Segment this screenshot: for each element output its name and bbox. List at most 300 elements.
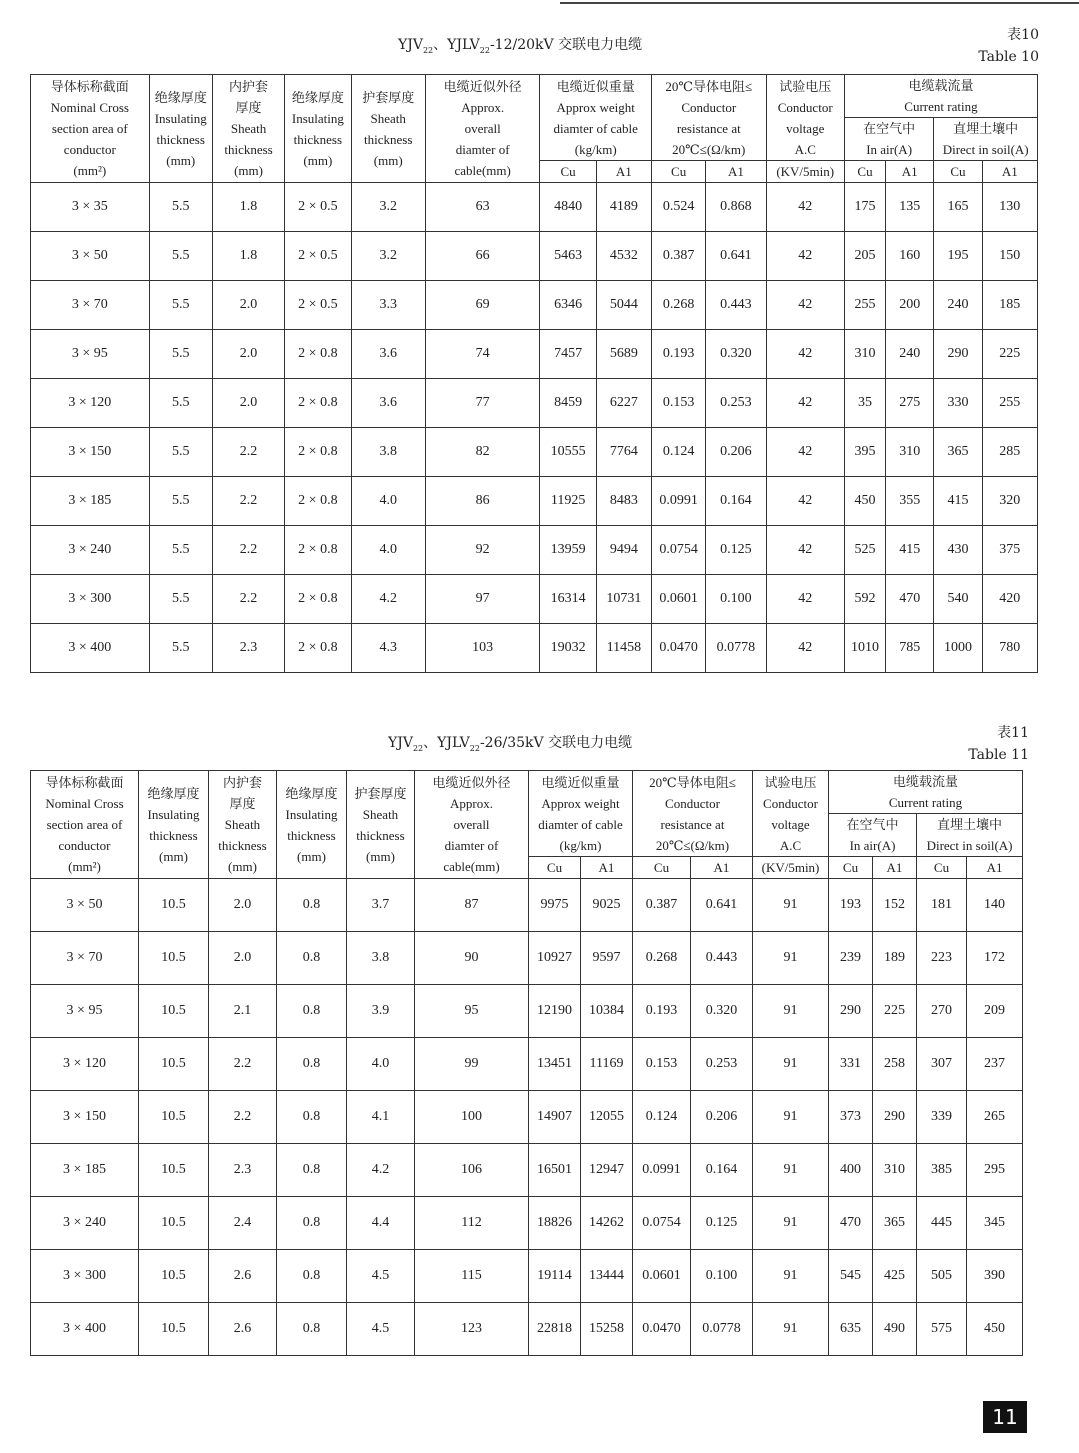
- table-cell: 0.164: [706, 477, 766, 526]
- subheader-al: A1: [581, 857, 633, 879]
- table-cell: 106: [415, 1144, 529, 1197]
- table-cell: 3 × 240: [31, 1197, 139, 1250]
- table-10: [30, 74, 1038, 673]
- subheader-al: A1: [886, 161, 934, 183]
- table-cell: 0.8: [277, 1038, 347, 1091]
- table-cell: 375: [982, 526, 1037, 575]
- table-cell: 10384: [581, 985, 633, 1038]
- subheader-voltage-unit: (KV/5min): [753, 857, 829, 879]
- table-cell: 69: [425, 281, 540, 330]
- table-cell: 3 × 35: [31, 183, 150, 232]
- table-cell: 2 × 0.8: [285, 624, 351, 673]
- table-cell: 3.6: [351, 330, 425, 379]
- table-row: [31, 232, 1038, 281]
- table-cell: 42: [766, 526, 844, 575]
- table-row: [31, 1250, 1023, 1303]
- table-cell: 86: [425, 477, 540, 526]
- table-cell: 11169: [581, 1038, 633, 1091]
- subheader-cu: Cu: [934, 161, 982, 183]
- table-cell: 14262: [581, 1197, 633, 1250]
- table-cell: 2.4: [209, 1197, 277, 1250]
- table-cell: 2 × 0.8: [285, 477, 351, 526]
- col-header-inner-sheath: 内护套 厚度 Sheath thickness (mm): [212, 75, 284, 183]
- table-row: [31, 985, 1023, 1038]
- table-11-number: 表11 Table 11: [968, 725, 1029, 763]
- table-cell: 395: [844, 428, 885, 477]
- table-cell: 4.3: [351, 624, 425, 673]
- table-cell: 400: [829, 1144, 873, 1197]
- table-cell: 2.3: [209, 1144, 277, 1197]
- table-cell: 175: [844, 183, 885, 232]
- table-cell: 16501: [529, 1144, 581, 1197]
- subheader-cu: Cu: [633, 857, 691, 879]
- table-cell: 339: [917, 1091, 967, 1144]
- table-cell: 2.2: [212, 428, 284, 477]
- subheader-al: A1: [873, 857, 917, 879]
- table-cell: 0.193: [651, 330, 705, 379]
- table-cell: 470: [829, 1197, 873, 1250]
- table-cell: 0.8: [277, 879, 347, 932]
- table-cell: 445: [917, 1197, 967, 1250]
- table-cell: 2 × 0.5: [285, 281, 351, 330]
- table-cell: 290: [829, 985, 873, 1038]
- table-row: [31, 281, 1038, 330]
- table-cell: 2.2: [209, 1091, 277, 1144]
- table-cell: 0.124: [633, 1091, 691, 1144]
- table-cell: 91: [753, 879, 829, 932]
- table-cell: 82: [425, 428, 540, 477]
- table-cell: 95: [415, 985, 529, 1038]
- table-cell: 2 × 0.8: [285, 330, 351, 379]
- table-cell: 10.5: [139, 1091, 209, 1144]
- table-cell: 4.2: [351, 575, 425, 624]
- table-cell: 0.0754: [633, 1197, 691, 1250]
- table-cell: 181: [917, 879, 967, 932]
- table-cell: 240: [886, 330, 934, 379]
- table-cell: 42: [766, 183, 844, 232]
- table-cell: 2.0: [212, 379, 284, 428]
- table-row: [31, 932, 1023, 985]
- col-header-insulating-thickness: 绝缘厚度 Insulating thickness (mm): [149, 75, 212, 183]
- table-row: [31, 1144, 1023, 1197]
- table-cell: 103: [425, 624, 540, 673]
- table-row: [31, 1038, 1023, 1091]
- table-cell: 42: [766, 330, 844, 379]
- col-header-in-air: 在空气中 In air(A): [829, 814, 917, 857]
- table-cell: 1.8: [212, 232, 284, 281]
- table-cell: 10.5: [139, 1197, 209, 1250]
- table-cell: 9975: [529, 879, 581, 932]
- table-cell: 0.125: [691, 1197, 753, 1250]
- table-cell: 490: [873, 1303, 917, 1356]
- table-row: [31, 183, 1038, 232]
- table-cell: 355: [886, 477, 934, 526]
- col-header-test-voltage: 试验电压 Conductor voltage A.C: [753, 771, 829, 857]
- table-cell: 237: [967, 1038, 1023, 1091]
- table-cell: 5463: [540, 232, 596, 281]
- table-cell: 420: [982, 575, 1037, 624]
- subheader-voltage-unit: (KV/5min): [766, 161, 844, 183]
- table-cell: 2.2: [212, 526, 284, 575]
- subheader-cu: Cu: [829, 857, 873, 879]
- table-row: [31, 330, 1038, 379]
- table-cell: 195: [934, 232, 982, 281]
- table-cell: 310: [844, 330, 885, 379]
- col-header-inner-sheath: 内护套 厚度 Sheath thickness (mm): [209, 771, 277, 879]
- table-cell: 10.5: [139, 932, 209, 985]
- subheader-al: A1: [596, 161, 651, 183]
- table-cell: 780: [982, 624, 1037, 673]
- table-cell: 390: [967, 1250, 1023, 1303]
- table-cell: 223: [917, 932, 967, 985]
- table-cell: 5.5: [149, 232, 212, 281]
- table-cell: 3 × 120: [31, 1038, 139, 1091]
- table-cell: 152: [873, 879, 917, 932]
- table-cell: 3 × 120: [31, 379, 150, 428]
- table-cell: 307: [917, 1038, 967, 1091]
- table-cell: 365: [873, 1197, 917, 1250]
- table-cell: 2 × 0.8: [285, 379, 351, 428]
- table-cell: 0.0470: [651, 624, 705, 673]
- table-cell: 16314: [540, 575, 596, 624]
- table-row: [31, 1091, 1023, 1144]
- subheader-cu: Cu: [651, 161, 705, 183]
- table-cell: 4840: [540, 183, 596, 232]
- table-cell: 91: [753, 1144, 829, 1197]
- table-cell: 112: [415, 1197, 529, 1250]
- table-cell: 540: [934, 575, 982, 624]
- table-cell: 3 × 400: [31, 1303, 139, 1356]
- table-cell: 4.5: [347, 1303, 415, 1356]
- table-cell: 320: [982, 477, 1037, 526]
- table-cell: 3 × 95: [31, 985, 139, 1038]
- table-cell: 160: [886, 232, 934, 281]
- table-cell: 0.0601: [633, 1250, 691, 1303]
- table-cell: 123: [415, 1303, 529, 1356]
- table-cell: 3 × 240: [31, 526, 150, 575]
- table-cell: 255: [982, 379, 1037, 428]
- table-cell: 4.0: [347, 1038, 415, 1091]
- table-cell: 2.0: [209, 932, 277, 985]
- table-cell: 92: [425, 526, 540, 575]
- table-cell: 415: [934, 477, 982, 526]
- table-cell: 3.8: [351, 428, 425, 477]
- table-cell: 385: [917, 1144, 967, 1197]
- table-cell: 42: [766, 281, 844, 330]
- table-cell: 1.8: [212, 183, 284, 232]
- table-cell: 0.8: [277, 932, 347, 985]
- table-cell: 0.100: [706, 575, 766, 624]
- col-header-overall-diameter: 电缆近似外径 Approx. overall diamter of cable(mm): [425, 75, 540, 183]
- table-row: [31, 1303, 1023, 1356]
- table-cell: 270: [917, 985, 967, 1038]
- table-cell: 5.5: [149, 183, 212, 232]
- table-cell: 10.5: [139, 1144, 209, 1197]
- table-cell: 42: [766, 575, 844, 624]
- table-11: [30, 770, 1023, 1356]
- col-header-in-soil: 直埋土壤中 Direct in soil(A): [934, 118, 1038, 161]
- table-cell: 470: [886, 575, 934, 624]
- table-11-body: [31, 879, 1023, 1356]
- table-cell: 63: [425, 183, 540, 232]
- table-cell: 4.1: [347, 1091, 415, 1144]
- table-cell: 91: [753, 1038, 829, 1091]
- table-cell: 14907: [529, 1091, 581, 1144]
- table-cell: 2.0: [212, 330, 284, 379]
- table-cell: 42: [766, 379, 844, 428]
- col-header-insulating-thickness-2: 绝缘厚度 Insulating thickness (mm): [277, 771, 347, 879]
- table-cell: 5.5: [149, 379, 212, 428]
- table-cell: 2 × 0.5: [285, 232, 351, 281]
- table-10-body: [31, 183, 1038, 673]
- table-cell: 10.5: [139, 1250, 209, 1303]
- table-cell: 373: [829, 1091, 873, 1144]
- table-row: [31, 1197, 1023, 1250]
- table-cell: 91: [753, 1091, 829, 1144]
- table-cell: 0.206: [706, 428, 766, 477]
- table-cell: 140: [967, 879, 1023, 932]
- table-cell: 2 × 0.8: [285, 575, 351, 624]
- table-cell: 4.0: [351, 526, 425, 575]
- table-cell: 2 × 0.5: [285, 183, 351, 232]
- table-cell: 575: [917, 1303, 967, 1356]
- table-cell: 5.5: [149, 281, 212, 330]
- table-cell: 0.8: [277, 985, 347, 1038]
- table-cell: 2.3: [212, 624, 284, 673]
- table-cell: 3.8: [347, 932, 415, 985]
- table-cell: 42: [766, 624, 844, 673]
- table-cell: 285: [982, 428, 1037, 477]
- table-cell: 0.153: [651, 379, 705, 428]
- table-cell: 5689: [596, 330, 651, 379]
- table-cell: 3.6: [351, 379, 425, 428]
- table-cell: 0.443: [706, 281, 766, 330]
- subheader-al: A1: [967, 857, 1023, 879]
- table-cell: 1000: [934, 624, 982, 673]
- table-cell: 10.5: [139, 985, 209, 1038]
- table-cell: 0.0778: [691, 1303, 753, 1356]
- table-cell: 225: [873, 985, 917, 1038]
- table-cell: 4532: [596, 232, 651, 281]
- table-cell: 7764: [596, 428, 651, 477]
- table-cell: 331: [829, 1038, 873, 1091]
- table-cell: 0.193: [633, 985, 691, 1038]
- table-cell: 11925: [540, 477, 596, 526]
- table-cell: 8459: [540, 379, 596, 428]
- table-cell: 5044: [596, 281, 651, 330]
- table-cell: 0.0991: [651, 477, 705, 526]
- table-cell: 4189: [596, 183, 651, 232]
- table-cell: 430: [934, 526, 982, 575]
- table-cell: 8483: [596, 477, 651, 526]
- table-cell: 0.868: [706, 183, 766, 232]
- table-cell: 295: [967, 1144, 1023, 1197]
- col-header-current-rating: 电缆载流量 Current rating: [829, 771, 1023, 814]
- table-cell: 4.2: [347, 1144, 415, 1197]
- table-11-title: $YJV_{22}$、$YJLV_{22}-26/35kV$ 交联电力电缆: [388, 735, 633, 753]
- table-cell: 3 × 50: [31, 232, 150, 281]
- table-cell: 0.125: [706, 526, 766, 575]
- table-cell: 0.387: [651, 232, 705, 281]
- table-cell: 10.5: [139, 879, 209, 932]
- table-cell: 9494: [596, 526, 651, 575]
- table-cell: 193: [829, 879, 873, 932]
- table-cell: 3.7: [347, 879, 415, 932]
- table-cell: 0.0601: [651, 575, 705, 624]
- table-cell: 785: [886, 624, 934, 673]
- table-cell: 5.5: [149, 575, 212, 624]
- table-cell: 5.5: [149, 428, 212, 477]
- table-cell: 130: [982, 183, 1037, 232]
- table-cell: 0.320: [706, 330, 766, 379]
- table-cell: 415: [886, 526, 934, 575]
- table-cell: 345: [967, 1197, 1023, 1250]
- table-cell: 3.2: [351, 232, 425, 281]
- table-cell: 18826: [529, 1197, 581, 1250]
- table-cell: 0.268: [651, 281, 705, 330]
- table-cell: 0.0754: [651, 526, 705, 575]
- table-cell: 0.0778: [706, 624, 766, 673]
- table-row: [31, 624, 1038, 673]
- table-cell: 0.100: [691, 1250, 753, 1303]
- table-cell: 42: [766, 232, 844, 281]
- table-cell: 0.253: [691, 1038, 753, 1091]
- subheader-cu: Cu: [540, 161, 596, 183]
- table-cell: 11458: [596, 624, 651, 673]
- table-cell: 2.2: [212, 575, 284, 624]
- table-cell: 200: [886, 281, 934, 330]
- table-row: [31, 879, 1023, 932]
- table-cell: 15258: [581, 1303, 633, 1356]
- table-cell: 635: [829, 1303, 873, 1356]
- table-cell: 3 × 150: [31, 428, 150, 477]
- table-cell: 2.6: [209, 1303, 277, 1356]
- table-cell: 545: [829, 1250, 873, 1303]
- table-cell: 35: [844, 379, 885, 428]
- table-cell: 91: [753, 1250, 829, 1303]
- table-cell: 0.8: [277, 1197, 347, 1250]
- table-cell: 7457: [540, 330, 596, 379]
- table-cell: 450: [844, 477, 885, 526]
- table-cell: 6346: [540, 281, 596, 330]
- table-cell: 2.2: [209, 1038, 277, 1091]
- table-cell: 505: [917, 1250, 967, 1303]
- table-cell: 4.0: [351, 477, 425, 526]
- table-cell: 0.320: [691, 985, 753, 1038]
- table-cell: 3 × 50: [31, 879, 139, 932]
- table-cell: 209: [967, 985, 1023, 1038]
- table-cell: 290: [873, 1091, 917, 1144]
- table-cell: 77: [425, 379, 540, 428]
- table-cell: 66: [425, 232, 540, 281]
- table-cell: 13444: [581, 1250, 633, 1303]
- table-cell: 2.0: [212, 281, 284, 330]
- subheader-cu: Cu: [844, 161, 885, 183]
- subheader-al: A1: [706, 161, 766, 183]
- subheader-al: A1: [691, 857, 753, 879]
- table-cell: 0.253: [706, 379, 766, 428]
- table-cell: 189: [873, 932, 917, 985]
- table-cell: 91: [753, 985, 829, 1038]
- table-cell: 592: [844, 575, 885, 624]
- table-cell: 0.641: [706, 232, 766, 281]
- table-cell: 0.153: [633, 1038, 691, 1091]
- table-cell: 239: [829, 932, 873, 985]
- table-cell: 450: [967, 1303, 1023, 1356]
- table-cell: 9597: [581, 932, 633, 985]
- table-cell: 0.206: [691, 1091, 753, 1144]
- table-cell: 330: [934, 379, 982, 428]
- table-cell: 165: [934, 183, 982, 232]
- table-row: [31, 428, 1038, 477]
- table-cell: 2.2: [212, 477, 284, 526]
- col-header-cross-section: 导体标称截面 Nominal Cross section area of conductor (mm²): [31, 771, 139, 879]
- table-cell: 0.164: [691, 1144, 753, 1197]
- table-cell: 3 × 95: [31, 330, 150, 379]
- col-header-insulating-thickness: 绝缘厚度 Insulating thickness (mm): [139, 771, 209, 879]
- table-cell: 240: [934, 281, 982, 330]
- table-cell: 0.124: [651, 428, 705, 477]
- table-cell: 99: [415, 1038, 529, 1091]
- table-cell: 310: [886, 428, 934, 477]
- table-cell: 42: [766, 428, 844, 477]
- col-header-in-air: 在空气中 In air(A): [844, 118, 933, 161]
- table-cell: 0.641: [691, 879, 753, 932]
- col-header-weight: 电缆近似重量 Approx weight diamter of cable (kg/km): [540, 75, 652, 161]
- table-cell: 115: [415, 1250, 529, 1303]
- table-cell: 1010: [844, 624, 885, 673]
- col-header-resistance: 20℃导体电阻≤ Conductor resistance at 20℃≤(Ω/km): [633, 771, 753, 857]
- table-cell: 3 × 70: [31, 281, 150, 330]
- table-row: [31, 526, 1038, 575]
- table-row: [31, 477, 1038, 526]
- table-cell: 2 × 0.8: [285, 428, 351, 477]
- table-cell: 0.524: [651, 183, 705, 232]
- subheader-cu: Cu: [917, 857, 967, 879]
- table-cell: 90: [415, 932, 529, 985]
- table-cell: 425: [873, 1250, 917, 1303]
- table-cell: 13451: [529, 1038, 581, 1091]
- table-cell: 3.2: [351, 183, 425, 232]
- table-cell: 9025: [581, 879, 633, 932]
- table-cell: 3 × 300: [31, 1250, 139, 1303]
- table-cell: 255: [844, 281, 885, 330]
- table-cell: 97: [425, 575, 540, 624]
- col-header-insulating-thickness-2: 绝缘厚度 Insulating thickness (mm): [285, 75, 351, 183]
- col-header-test-voltage: 试验电压 Conductor voltage A.C: [766, 75, 844, 161]
- table-cell: 10731: [596, 575, 651, 624]
- table-cell: 10927: [529, 932, 581, 985]
- table-cell: 150: [982, 232, 1037, 281]
- table-cell: 91: [753, 932, 829, 985]
- table-cell: 4.4: [347, 1197, 415, 1250]
- table-cell: 19114: [529, 1250, 581, 1303]
- table-cell: 87: [415, 879, 529, 932]
- table-cell: 3.9: [347, 985, 415, 1038]
- table-cell: 310: [873, 1144, 917, 1197]
- table-cell: 3 × 70: [31, 932, 139, 985]
- col-header-current-rating: 电缆载流量 Current rating: [844, 75, 1037, 118]
- table-cell: 3 × 185: [31, 477, 150, 526]
- table-cell: 205: [844, 232, 885, 281]
- table-cell: 0.268: [633, 932, 691, 985]
- table-cell: 4.5: [347, 1250, 415, 1303]
- table-cell: 0.443: [691, 932, 753, 985]
- table-cell: 275: [886, 379, 934, 428]
- table-cell: 5.5: [149, 477, 212, 526]
- table-cell: 100: [415, 1091, 529, 1144]
- table-cell: 0.387: [633, 879, 691, 932]
